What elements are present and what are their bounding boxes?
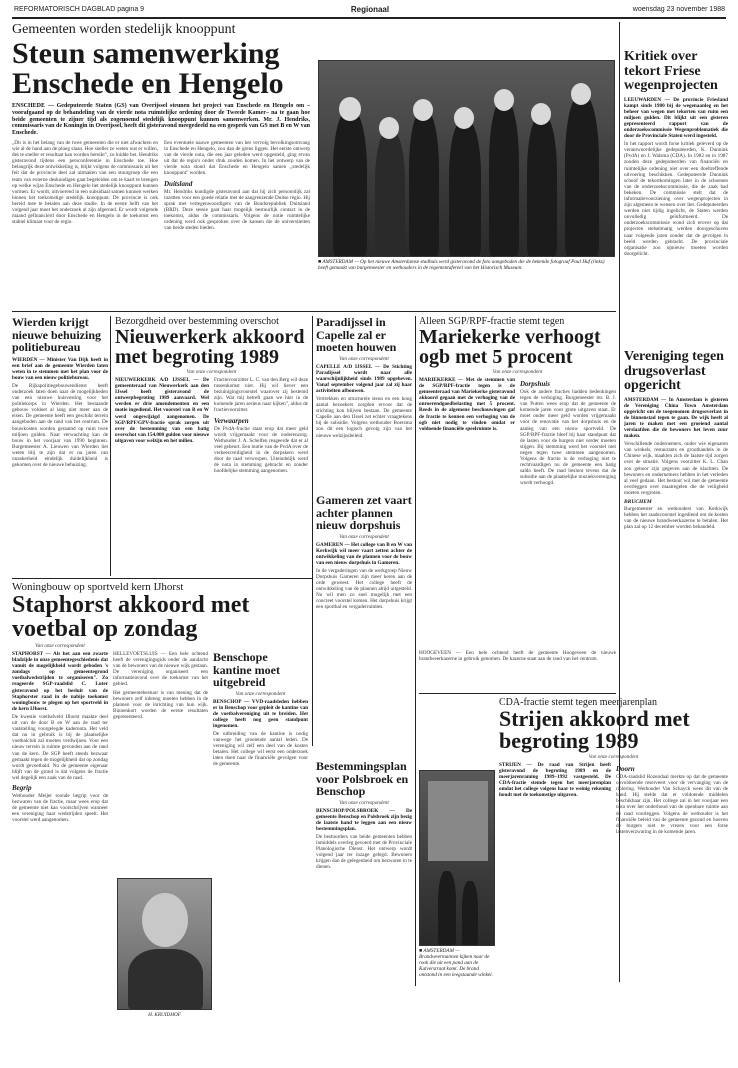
main-kicker: Gemeenten worden stedelijk knooppunt bbox=[12, 22, 236, 37]
staphorst-headline: Staphorst akkoord met voetbal op zondag bbox=[12, 592, 250, 642]
main-lead: ENSCHEDE — Gedeputeerde Staten (GS) van Overijssel steunen het project van Enschede en Hengelo om –voorafgaand op de behandeling van de vierde nota ruimtelijke ordening door de Tweede Kamer– na te gaan hoe beide gemeenten te zijner tijd als zogenoemd stedelijk knooppunt kunnen samenwerken. Mr. J. Hendriks, commissaris van de Koningin in Overijssel, heeft dit gisteravond meegedeeld na een gesprek van GS met B en W van Enschede. bbox=[12, 103, 310, 137]
kritiek-body: In het rapport wordt forse kritiek geleverd op de verantwoordelijke gedeputeerden, K. Dunnink (PvdA) en J. Walsma (CDA). In 1982 en in 1987 zouden deze gedeputeerden van financiën en ruimtelijke ordening niet over een doeltreffende uitvoering beschikken. Gedeputeerde Dunnink schoof de tekortkomingen later in de schoenen van de onderzoekscommissie, die de zaak had bekeken. De commissie stelt dat de informatievoorziening over wegenprojecten in zijn algemeen te wensen over liet. Gedeputeerden werden niet tijdig ingelicht, de Staten werden onvolledig geïnformeerd. De onderzoekscommissie wond zich erover op dat projecten stelselmatig werden doorgeschoven naar volgende jaren zonder dat de gevolgen in beeld werden gebracht. De provinciale organisatie zou opnieuw moeten worden doorgelicht. bbox=[624, 141, 728, 257]
nieuwkerk-lead: NIEUWERKERK A/D IJSSEL — De gemeenteraad van Nieuwerkerk aan den IJssel heeft gisteravond de ontwerpbegroting 1989 aanvaard. Wel werden er drie amendementen en een motie ingediend. Het voorstel van B en W werd ongewijzigd aangenomen. De SGP/RPF/GPV-fractie sprak zorgen uit over de bestemming van een batig overschot van 154.000 gulden voor nieuwe uitgaven voor welzijn en het milieu. bbox=[115, 377, 209, 444]
main-article bbox=[12, 22, 310, 310]
kritiek-headline: Kritiek over tekort Friese wegenprojecten bbox=[624, 50, 718, 93]
page-header-center: Regionaal bbox=[350, 5, 390, 14]
benschop-headline: Benschope kantine moet uitgebreid bbox=[213, 651, 280, 689]
nieuwkerk-sub: Verwaarpen bbox=[214, 416, 249, 425]
portrait-caption: H. KRUIDHOF bbox=[148, 1012, 181, 1018]
drugs-body2: Burgemeester en wethouders van Kerkwijk hebben het raadsvoorstel ingediend om de kosten van de nieuwe brandweerkazerne te betalen. Het plan zal op 12 december worden behandeld. bbox=[624, 506, 728, 531]
nieuwkerk-body: Fractievoorzitter L. C. van den Berg wil deze tussenkomst niet. Hij wil liever een bezuinigingsvoorstel waarover zij bestemd zijn. Wat mij betreft gaan we hier in de komende jaren serieus naar kijken", aldus de fractievoorzitter. bbox=[214, 377, 308, 414]
staphorst-byline: Van onze correspondent bbox=[35, 643, 85, 649]
drugs-headline: Vereniging tegen drugsoverlast opgericht bbox=[624, 350, 724, 393]
kritiek-lead: LEEUWARDEN — De provincie Friesland kampt sinds 1980 bij de wegenaanleg en het beheer van wegen met tekorten van ruim een miljoen gulden. Dit blijkt uit een gisteren gepresenteerd rapport van de onderzoekscommissie Wegenproblematiek die door de Provinciale Staten werd ingesteld. bbox=[624, 96, 728, 140]
hoogeveen-lead: HOOGEVEEN — Een hele ochtend heeft de gemeente Hoogeveen de nieuwe brandweerkazerne in gebruik genomen. De kazerne staat aan de rand van het centrum. bbox=[419, 650, 616, 663]
main-body-col1: „Dit is in het belang van de twee gemeenten die er niet afwachten en wie al de hand aan de ploeg slaan. Hoe sneller ze weten wat er willen, des te sneller er resultaat kan worden bereikt", zo luidde het. Hendriks gisteravond tijdens een persconferentie in Enschede toe. Hoe belangrijk deze ontwikkeling is, blijkt volgens de commissaris uit het feit dat de provincie deel zal uitmaken van een stuurgroep die een team van externe deskundigen gaat begeleiden om te kaart te brengen op welke wijze Enschede en Hengelo het stedelijk knooppunt kunnen vormen. Er wordt, uitvoerend in een subsidiaal samen kunnen werken binnen het toekomstige stedelijk knooppunt. De provincie is ook bereid mee te betalen aan deze studie. In de eerste helft van het volgend jaar moet het onderzoek al zijn afgerond. Er wordt volgende maand gefinancierd door Enschede en Hengelo in de toekomst een stabiel klimaat voor de regio. bbox=[12, 139, 158, 226]
camera-icon: ■ bbox=[318, 259, 323, 265]
staphorst-body: De kwestie voetbalveld IJhorst maakte deel uit van de door B en W aan de raad ter vaststelling voorgelegde kadernota. Het veld dat nu in gebruik is bij de plaatselijke voetbalclub zal moeten verdwijnen. Voor een nieuw terrein is ruimte gevonden aan de rand van de kern. De SGP heeft steeds bezwaar gemaakt tegen de mogelijkheid dat op zondag wordt gevoetbald. Nu de gemeente eigenaar blijft van de grond is dat volgens de fractie wel degelijk een zaak van de raad. bbox=[12, 713, 108, 781]
camera-icon: ■ bbox=[419, 948, 424, 954]
nieuwkerk-article bbox=[115, 316, 308, 576]
strijen-kicker: CDA-fractie stemt tegen meerjarenplan bbox=[499, 697, 657, 708]
drugs-lead: AMSTERDAM — In Amsterdam is gisteren de Vereniging China Town Amsterdam opgericht om de toegenomen drugsoverlast in de binnenstad tegen te gaan. De wijk heeft al jaren te maken met een groeiend aantal verslaafden die de bewoners het leven zuur maken. bbox=[624, 396, 728, 440]
main-headline: Steun samenwerking Enschede en Hengelo bbox=[12, 37, 284, 100]
photo-officials bbox=[318, 60, 615, 257]
mariekerke-headline: Mariekerke verhoogt ogb met 5 procent bbox=[419, 326, 601, 368]
wierden-headline: Wierden krijgt nieuwe behuizing politiebureau bbox=[12, 316, 102, 354]
staphorst-lead: STAPHORST — Als het aan een zwarte bladzijde in onze gemeentegeschiedenis dat vanuit de mogelijkheid wordt geboden 's zondags op gemeentegrond voetbalwedstrijden te organiseren". Zo reageerde SGP-raadslid C. Luter gisteravond op het besluit van de Staphorster raad in de nabije toekomst woningbouw te plegen op het sportveld in de kern IJhorst. bbox=[12, 651, 108, 712]
hellevoet-body: Het gemeentebestuur is van mening dat de bewoners zelf inbreng moeten hebben in de plannen voor de inrichting van hun wijk. Binnenkort worden de eerste resultaten gepresenteerd. bbox=[113, 689, 208, 720]
staphorst-sub: Begrip bbox=[12, 783, 32, 792]
main-sub-duitsland: Duitsland bbox=[164, 179, 193, 188]
bestemming-lead: BENSCHOP/POLSBROEK — De gemeente Benschop en Polsbroek zijn bezig de laatste hand te leggen aan een nieuw bestemmingsplan. bbox=[316, 807, 412, 832]
main-body-col2: Een eventuele nauwe gemeenten van het vervolg bevolkingsomvang in Enschede en Hengelo, zou dan de grens liggen. Het eerste ontwerp van de vierde nota, die een jaar geleden werd opgesteld, ging ervan uit dat de regio's onder druk zouden komen. In het ontwerp van de vierde nota stond dat Enschede en Hengelo samen „stedelijk knooppunt" worden. bbox=[164, 139, 310, 177]
paradijssel-byline: Van onze correspondent bbox=[339, 355, 389, 362]
paradijssel-lead: CAPELLE A/D IJSSEL — De Stichting Paradijssel wordt naar alle waarschijnlijkheid sinds 1989 opgeheven. Vanaf september volgend jaar zal zij haar activiteiten afbouwen. bbox=[316, 363, 412, 394]
hellevoet-lead: HELLEVOETSLUIS — Een hele ochtend heeft de verenigingsgids onder de aandacht van de bewoners van de nieuwe wijk gestaan. De vereniging organiseert een informatieavond over de toekomst van het gebied. bbox=[113, 651, 208, 688]
nieuwkerk-kicker: Bezorgdheid over bestemming overschot bbox=[115, 316, 279, 327]
strijen-lead: STRIJEN — De raad van Strijen heeft gisteravond de begroting 1989 en de meerjarenraming 1989–1992 vastgesteld. De CDA-fractie stemde tegen het meerjarenplan omdat het college volgens haar te weinig rekening houdt met de toekomstige uitgaven. bbox=[499, 762, 611, 799]
page-header-right: woensdag 23 november 1988 bbox=[632, 6, 725, 13]
wierden-lead: WIERDEN — Minister Van Dijk heeft in een brief aan de gemeente Wierden laten weten in te stemmen met het plan voor de bouw van een nieuw politiebureau. bbox=[12, 356, 108, 381]
hoogeveen-article bbox=[419, 650, 616, 690]
drugs-sub: BRUCHEM bbox=[624, 499, 652, 505]
kritiek-article bbox=[624, 50, 728, 350]
benschop-byline: Van onze correspondent bbox=[235, 690, 286, 697]
mariekerke-kicker: Alleen SGP/RPF-fractie stemt tegen bbox=[419, 316, 565, 327]
drugs-body: Verschillende ondernemers, onder wie eigenaren van winkels, restaurants en groothandels in de Chinese wijk, maakten zich de laatste tijd zorgen over de situatie. Volgens voorzitter K. L. Chan zou gehoor zijn gegeven aan de klachten. De bewoners en ondernemers hebben in het verleden al veel gedaan. Het bestuur wil met de gemeente overleggen over maatregelen die de veiligheid moeten vergroten. bbox=[624, 441, 728, 496]
benschop-lead: BENSCHOP — VVD-raadsleden hebben er in Benschop voor gepleit de kantine van de voetbalvereniging uit te breiden. Het college heeft nog geen standpunt ingenomen. bbox=[213, 698, 308, 729]
paradijssel-article bbox=[316, 316, 412, 492]
staphorst-body2: Wethouder Meijer toonde begrip voor de bezwaren van de fractie, maar wees erop dat de gemeente niet kan voorschrijven wanneer een vereniging haar wedstrijden speelt. Het voorstel werd aangenomen. bbox=[12, 792, 108, 824]
bestemming-body: De bestuurders van beide gemeenten hebben inmiddels overleg gevoerd met de Provinciale Planologische Dienst. Het ontwerp wordt volgend jaar ter inzage gelegd. Bewoners krijgen dan de gelegenheid om bezwaren in te dienen. bbox=[316, 833, 412, 871]
mariekerke-byline: Van onze correspondent bbox=[492, 369, 543, 375]
gameren-article bbox=[316, 494, 412, 694]
photo-officials-caption: ■ AMSTERDAM — Op het nieuwe Amsterdamse stadhuis werd gisteravond de foto aangeboden die de bekende fotograaf Paul Huf (links) heeft gemaakt van burgemeester en wethouders in de regententafereel van het Historisch Museum. bbox=[318, 259, 605, 272]
wierden-article bbox=[12, 316, 108, 576]
bestemming-headline: Bestemmingsplan voor Polsbroek en Benschop bbox=[316, 760, 409, 798]
gameren-headline: Gameren zet vaart achter plannen nieuw dorpshuis bbox=[316, 494, 412, 532]
bestemming-byline: Van onze correspondent bbox=[339, 799, 389, 806]
wierden-body: De Rijkspolitiegebouwendienst heeft onderzoek laten doen naar de mogelijkheden van een nieuwe huisvesting voor het politiekorps in Wierden. Het bestaande gebouw voldoet al lang niet meer aan de eisen. De gemeente heeft een geschikt terrein aangeboden aan de rand van het centrum. De bouwkosten worden geraamd op ruim twee miljoen gulden. Naar verwachting kan de bouw in het voorjaar van 1990 beginnen. Burgemeester A. Lieuwen van Wierden liet weten blij te zijn dat er na jaren van onzekerheid eindelijk duidelijkheid is gekomen over de nieuwe behuizing. bbox=[12, 382, 108, 469]
mariekerke-body: Ook de andere fracties hadden bedenkingen tegen de verhoging. Burgemeester mr. B. J. van Putten wees erop dat de gemeente de komende jaren voor grote uitgaven staat. Er moet onder meer geld worden vrijgemaakt voor de renovatie van het dorpshuis en de aanleg van een nieuw sportveld. De SGP/RPF-fractie bleef bij haar standpunt dat de lasten voor de burgers niet verder moeten stijgen. Bij stemming werd het voorstel met negen tegen twee stemmen aangenomen. Volgens de fractie is de verhoging niet te rechtvaardigen nu de gemeente een batig saldo heeft. De raad besloot tevens dat de subsidie aan de plaatselijke muziekvereniging wordt verhoogd. bbox=[520, 389, 616, 487]
photo-fire-caption: ■ AMSTERDAM — Brandweermannen kijken naar de rook die uit een pand aan de Kalverstraat komt. De brand ontstond in een leegstaande winkel. bbox=[419, 948, 493, 979]
strijen-sub: Doorn bbox=[616, 765, 635, 773]
bestemming-article bbox=[316, 760, 412, 990]
nieuwkerk-body2: De PvdA-fractie staat erop dat meer geld wordt vrijgemaakt voor de ouderenzorg. Wethouder J. A. Schelfen reageerde dat er al veel gebeurt. Een motie van de PvdA over de verkeersveiligheid in de dorpskern werd door de raad verworpen. Uiteindelijk werd de nota in stemming gebracht en zonder hoofdelijke stemming aangenomen. bbox=[214, 425, 308, 475]
paradijssel-headline: Paradijssel in Capelle zal er moeten houwen bbox=[316, 316, 397, 354]
staphorst-kicker: Woningbouw op sportveld kern IJhorst bbox=[12, 582, 184, 593]
nieuwkerk-byline: Van onze correspondent bbox=[186, 369, 237, 375]
mariekerke-lead: MARIEKERKE — Met de stemmen van de SGP/RPF-fractie tegen is de gemeenteraad van Mariekerke gisteravond akkoord gegaan met de verhoging van de onroerendgoedbelasting met 5 procent. Reeds in de algemene beschouwingen gaf de fractie te kennen een verhoging van de ogb niet nodig te vinden omdat er voldoende financiële speelruimte is. bbox=[419, 377, 515, 432]
header-rule bbox=[12, 17, 726, 19]
gameren-body: In de vergaderingen van de werkgroep Nieuw Dorpshuis Gameren zijn meer keren aan de orde geweest. Het college heeft de ontwikkeling van de plannen altijd uitgesteld. Nu wil men zo snel mogelijk met een concreet voorstel komen. Het dorpshuis krijgt een sporthal en vergaderruimtes. bbox=[316, 567, 412, 611]
mariekerke-sub: Dorpshuis bbox=[520, 380, 550, 388]
gameren-lead: GAMEREN — Het college van B en W van Kerkwijk wil meer vaart zetten achter de ontwikkeling van de plannen voor de bouw van een nieuw dorpshuis in Gameren. bbox=[316, 541, 412, 566]
strijen-byline: Van onze correspondent bbox=[588, 754, 639, 760]
main-body-col3: Mr. Hendriks kondigde gisteravond aan dat hij zich persoonlijk zal inzetten voor een goede relatie met de aangrenzende Duitse regio. Hij sprak met vertegenwoordigers van de Bondsrepubliek Duitsland (BRD). Deze sessie gaat haar mogelijk bestuurlijk contact in de toekomst, aldus de commissaris. Volgens de notie ruimtelijke ordening werd ook gesproken over de kansen die de universiteiten van beide steden bieden. bbox=[164, 188, 310, 232]
portrait-photo bbox=[117, 878, 212, 1010]
strijen-body: CDA-raadslid Rozendaal merkte op dat de gemeente onvoldoende reserveert voor de vervanging van de riolering. Wethouder Van Schayck wees dit van de hand. Hij stelde dat er voldoende middelen beschikbaar zijn. Het college zal in het voorjaar een nota over het onderhoud van de openbare ruimte aan de raad voorleggen. Volgens de wethouder is het financiële beleid van de gemeente gezond en hoeven de burgers niet te vrezen voor een forse lastenverzwaring in de komende jaren. bbox=[616, 774, 728, 835]
paradijssel-body: Vertrekken en structurele steun en een hoog aantal bezoekers zorgden ervoor dat de stichting kon blijven bestaan. De gemeente Capelle aan den IJssel zet echter vraagtekens bij de subsidie. Volgens wethouder Boersma zou dit een logisch gevolg zijn van het nieuwe welzijnsbeleid. bbox=[316, 395, 412, 439]
benschop-body: De uitbreiding van de kantine is nodig vanwege het groeiende aantal leden. De vereniging wil zelf een deel van de kosten betalen. Het college wil eerst een onderzoek laten doen naar de financiële gevolgen voor de gemeente. bbox=[213, 730, 308, 768]
nieuwkerk-headline: Nieuwerkerk akkoord met begroting 1989 bbox=[115, 326, 305, 368]
strijen-article bbox=[499, 697, 728, 987]
page-header-left: REFORMATORISCH DAGBLAD pagina 9 bbox=[14, 6, 145, 13]
mariekerke-article bbox=[419, 316, 616, 646]
gameren-byline: Van onze correspondent bbox=[339, 533, 389, 540]
photo-fire bbox=[419, 770, 495, 946]
strijen-headline: Strijen akkoord met begroting 1989 bbox=[499, 706, 690, 753]
